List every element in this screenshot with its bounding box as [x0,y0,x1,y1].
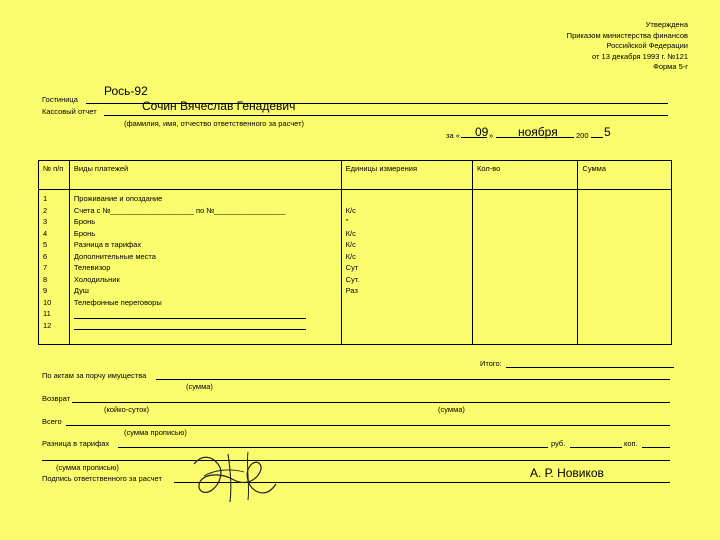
row-type: Проживание и опоздание [73,194,163,203]
refund-underline [72,402,670,403]
row-num: 6 [43,251,48,261]
row-unit: К/с [345,228,356,238]
tariff-underline [118,447,548,448]
date-year-prefix: 200 [576,131,589,140]
row-type: Холодильник [73,274,120,284]
tariff-second-underline [42,460,670,461]
tariff-hint: (сумма прописью) [56,463,119,472]
row-unit: Сут [345,263,359,272]
refund-hint-beds: (койко-суток) [104,405,150,414]
tariff-rub-underline [570,447,622,448]
tariff-label: Разница в тарифах [42,439,110,448]
row-type: Телевизор [73,263,111,272]
date-day: 09 [475,125,489,139]
approval-line: Приказом министерства финансов [566,30,688,40]
row-num: 7 [43,263,48,272]
row-type: Душ [73,286,89,295]
total-label: Итого: [480,359,502,368]
all-underline [66,425,670,426]
row-num: 4 [43,228,48,238]
row-unit: Раз [345,286,358,295]
damage-hint: (сумма) [186,382,213,391]
row-type: Дополнительные места [73,251,156,261]
row-num: 5 [43,240,48,249]
row-num: 11 [43,309,51,318]
tariff-kop-underline [642,447,670,448]
report-label: Кассовый отчет [42,107,97,116]
row-unit: Сут. [345,274,360,284]
table-body-row [39,190,672,345]
row-unit: К/с [345,240,356,249]
row-type: Счета с №____________________ по №_________________ [73,205,286,215]
handwritten-signature [190,450,280,505]
row-unit: " [345,217,349,226]
damage-label: По актам за порчу имущества [42,371,147,380]
column-header-sum: Сумма [578,161,672,190]
signature-label: Подпись ответственного за расчет [42,474,162,483]
date-year-suffix: 5 [604,125,611,139]
sum-column [578,190,672,345]
blank-line [74,308,306,319]
blank-line [74,319,306,330]
row-num: 3 [43,217,48,226]
date-quote: » [489,131,494,140]
approval-line: Форма 5-г [653,62,688,71]
approval-line: Утверждена [645,20,688,29]
date-prefix: за « [446,131,460,140]
column-header-type: Виды платежей [69,161,341,190]
row-unit [346,193,468,205]
all-label: Всего [42,417,62,426]
type-column [69,190,341,345]
row-type: Бронь [73,228,96,238]
unit-column [341,190,472,345]
refund-label: Возврат [42,394,71,403]
date-year-underline [591,137,603,138]
approval-stamp [567,20,688,73]
row-type: Бронь [73,217,96,226]
row-num: 2 [43,205,48,215]
date-month: ноября [518,125,558,139]
row-type: Разница в тарифах [73,240,142,249]
approval-line: Российской Федерации [606,41,688,50]
row-type: Телефонные переговоры [73,297,162,307]
signature-name: А. Р. Новиков [530,466,604,480]
payments-table [38,160,672,345]
row-num: 8 [43,274,48,284]
row-num: 9 [43,286,48,295]
tariff-rub: руб. [551,439,566,448]
report-value: Сочин Вячеслав Генадевич [142,99,296,113]
damage-underline [156,379,670,380]
table-header-row [39,161,672,190]
all-hint: (сумма прописью) [124,428,187,437]
row-num: 1 [43,194,48,203]
num-column [39,190,70,345]
row-num: 10 [43,297,52,307]
qty-column [473,190,578,345]
column-header-unit: Единицы измерения [341,161,472,190]
column-header-num: № п/п [39,161,70,190]
row-unit: К/с [345,251,356,261]
tariff-kop: коп. [624,439,638,448]
hotel-label: Гостиница [42,95,78,104]
column-header-qty: Кол-во [473,161,578,190]
hotel-value: Рось-92 [104,84,148,98]
row-num: 12 [43,320,52,330]
report-underline [104,115,668,116]
report-hint: (фамилия, имя, отчество ответственного за расчет) [124,119,305,128]
refund-hint-sum: (сумма) [438,405,465,414]
row-unit: К/с [345,205,356,215]
approval-line: от 13 декабря 1993 г. №121 [592,51,688,61]
total-underline [506,367,674,368]
